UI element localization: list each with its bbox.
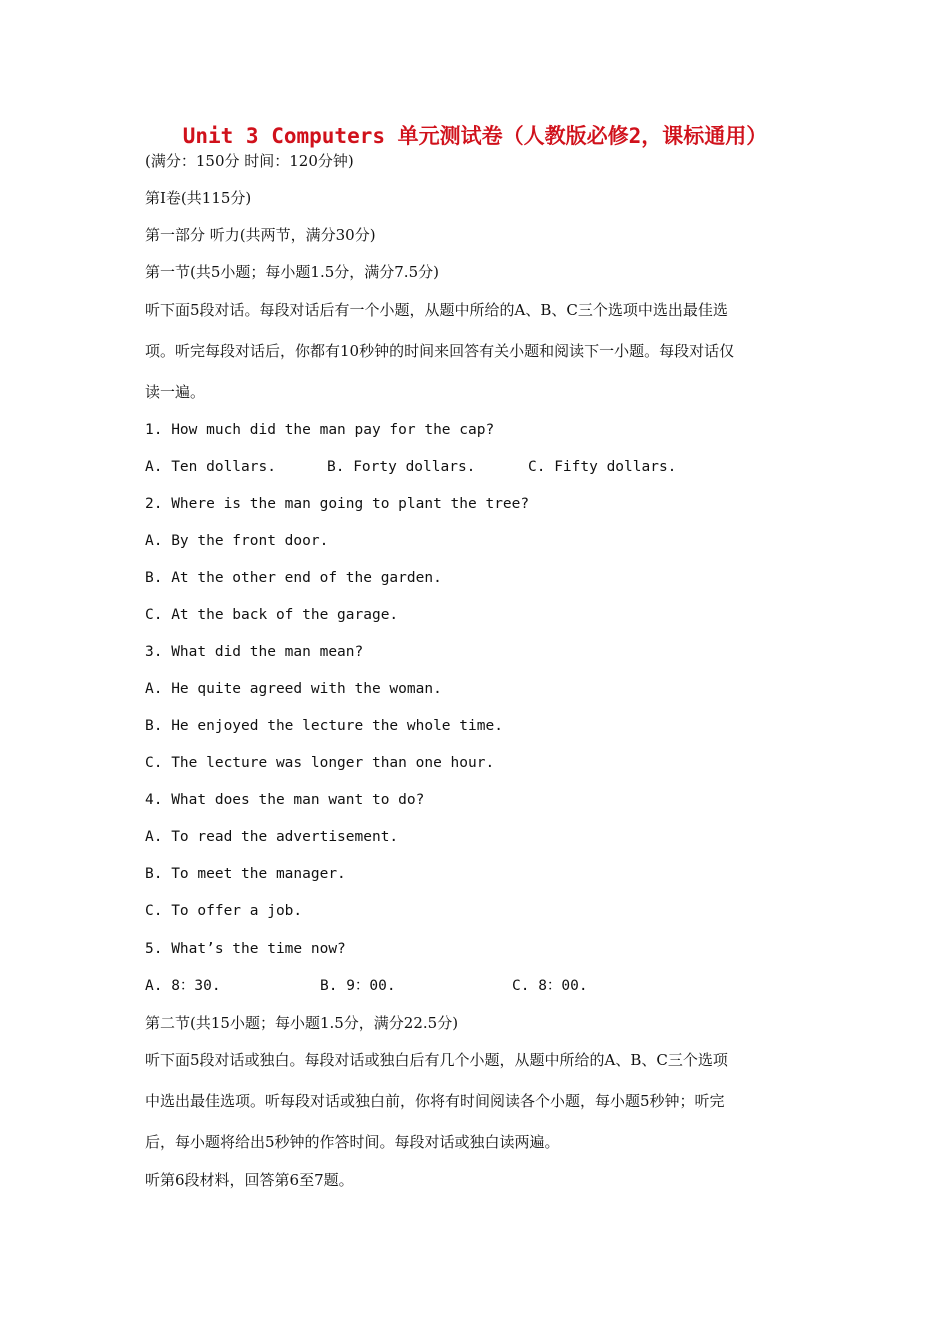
question-stem: 3. What did the man mean? (145, 644, 364, 660)
option-a: A. He quite agreed with the woman. (145, 681, 442, 697)
option-c: C. Fifty dollars. (528, 459, 677, 475)
document-title: Unit 3 Computers 单元测试卷（人教版必修2，课标通用） (182, 124, 768, 148)
option-b: B. He enjoyed the lecture the whole time. (145, 718, 503, 734)
question-stem: 1. How much did the man pay for the cap? (145, 422, 495, 438)
part1-heading: 第一部分 听力(共两节，满分30分) (145, 226, 376, 244)
section1-heading: 第一节(共5小题；每小题1.5分，满分7.5分) (145, 263, 439, 281)
option-c: C. The lecture was longer than one hour. (145, 755, 495, 771)
section1-instruction-line: 项。听完每段对话后，你都有10秒钟的时间来回答有关小题和阅读下一小题。每段对话仅 (145, 342, 735, 360)
option-b: B. 9：00. (320, 978, 396, 994)
question-stem: 4. What does the man want to do? (145, 792, 425, 808)
section2-instruction-line: 后，每小题将给出5秒钟的作答时间。每段对话或独白读两遍。 (145, 1133, 560, 1151)
material-6-heading: 听第6段材料，回答第6至7题。 (145, 1171, 354, 1189)
question-stem: 2. Where is the man going to plant the tree? (145, 496, 530, 512)
option-c: C. To offer a job. (145, 903, 303, 919)
section2-instruction-line: 中选出最佳选项。听每段对话或独白前，你将有时间阅读各个小题，每小题5秒钟；听完 (145, 1092, 725, 1110)
option-b: B. At the other end of the garden. (145, 570, 442, 586)
volume-heading: 第Ⅰ卷(共115分) (145, 189, 252, 207)
question-stem: 5. What’s the time now? (145, 941, 346, 957)
option-c: C. At the back of the garage. (145, 607, 399, 623)
section2-heading: 第二节(共15小题；每小题1.5分，满分22.5分) (145, 1014, 459, 1032)
option-b: B. Forty dollars. (327, 459, 476, 475)
option-c: C. 8：00. (512, 978, 588, 994)
option-b: B. To meet the manager. (145, 866, 346, 882)
section1-instruction-line: 读一遍。 (145, 383, 206, 401)
option-a: A. 8：30. (145, 978, 221, 994)
option-a: A. Ten dollars. (145, 459, 276, 475)
option-a: A. To read the advertisement. (145, 829, 399, 845)
option-a: A. By the front door. (145, 533, 329, 549)
section2-instruction-line: 听下面5段对话或独白。每段对话或独白后有几个小题，从题中所给的A、B、C三个选项 (145, 1051, 728, 1069)
section1-instruction-line: 听下面5段对话。每段对话后有一个小题，从题中所给的A、B、C三个选项中选出最佳选 (145, 301, 728, 319)
exam-meta: (满分：150分 时间：120分钟) (145, 152, 354, 170)
